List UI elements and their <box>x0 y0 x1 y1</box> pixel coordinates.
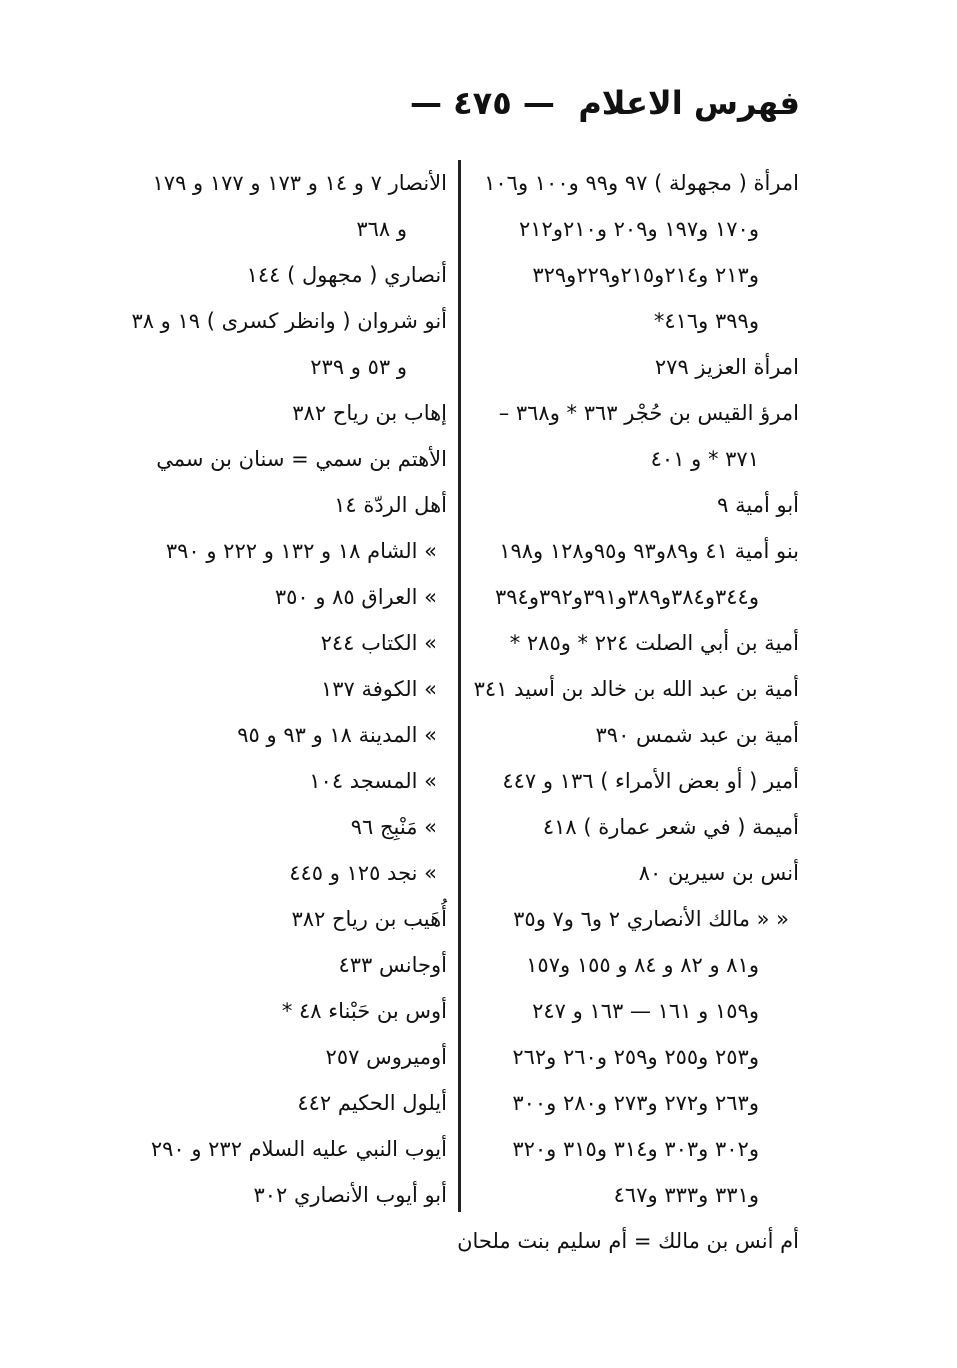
column-divider <box>458 160 461 1212</box>
index-entry-continuation: و ٣٦٨ <box>356 217 407 241</box>
index-entry: امرأة العزيز ٢٧٩ <box>654 355 799 379</box>
index-entry: أهل الردّة ١٤ <box>334 493 447 517</box>
index-entry: أوجانس ٤٣٣ <box>338 953 447 977</box>
index-entry: أنس بن سيرين ٨٠ <box>638 861 799 885</box>
index-entry: « « مالك الأنصاري ٢ و٦ و٧ و٣٥ <box>513 907 789 931</box>
page-header <box>110 84 800 134</box>
index-entry: بنو أمية ٤١ و٨٩و٩٣ و٩٥و١٢٨ و١٩٨ <box>499 539 799 563</box>
index-entry-continuation: و٣٣١ و٣٣٣ و٤٦٧ <box>613 1183 759 1207</box>
index-entry: » المدينة ١٨ و ٩٣ و ٩٥ <box>237 723 437 747</box>
index-entry: » العراق ٨٥ و ٣٥٠ <box>274 585 437 609</box>
index-entry: » المسجد ١٠٤ <box>309 769 437 793</box>
index-entry-continuation: و٣٤٤و٣٨٤و٣٨٩و٣٩١و٣٩٢و٣٩٤ <box>495 585 759 609</box>
index-entry-continuation: و٢٦٣ و٢٧٢ و٢٧٣ و٢٨٠ و٣٠٠ <box>512 1091 759 1115</box>
index-column-right <box>457 160 799 1264</box>
index-entry-continuation: و٢١٣ و٢١٤و٢١٥و٢٢٩و٣٢٩ <box>532 263 759 287</box>
index-entry: أوميروس ٢٥٧ <box>325 1045 447 1069</box>
index-entry-continuation: و٨١ و ٨٢ و ٨٤ و ١٥٥ و١٥٧ <box>526 953 759 977</box>
index-entry-continuation: و٣٩٩ و٤١٦* <box>653 309 759 333</box>
index-entry: أُهَيب بن رياح ٣٨٢ <box>291 907 447 931</box>
index-entry-continuation: ٣٧١ * و ٤٠١ <box>650 447 759 471</box>
index-entry: » مَنْبِج ٩٦ <box>350 815 437 839</box>
index-entry: إهاب بن رياح ٣٨٢ <box>292 401 447 425</box>
index-column-left <box>52 160 447 1218</box>
index-entry: أمية بن عبد الله بن خالد بن أسيد ٣٤١ <box>473 677 799 701</box>
index-entry: امرأة ( مجهولة ) ٩٧ و٩٩ و١٠٠ و١٠٦ <box>484 171 799 195</box>
page-title: فهرس الاعلام <box>578 84 800 122</box>
index-entry-continuation: و٢٥٣ و٢٥٥ و٢٥٩ و٢٦٠ و٢٦٢ <box>512 1045 759 1069</box>
index-entry: أيوب النبي عليه السلام ٢٣٢ و ٢٩٠ <box>150 1137 447 1161</box>
index-entry: أم أنس بن مالك = أم سليم بنت ملحان <box>457 1229 799 1253</box>
index-entry: الأنصار ٧ و ١٤ و ١٧٣ و ١٧٧ و ١٧٩ <box>152 171 447 195</box>
index-entry-continuation: و١٥٩ و ١٦١ — ١٦٣ و ٢٤٧ <box>532 999 759 1023</box>
index-entry-continuation: و١٧٠ و١٩٧ و٢٠٩ و٢١٠و٢١٢ <box>518 217 759 241</box>
index-entry-continuation: و ٥٣ و ٢٣٩ <box>310 355 407 379</box>
index-entry: أبو أيوب الأنصاري ٣٠٢ <box>253 1183 447 1207</box>
index-entry: أنصاري ( مجهول ) ١٤٤ <box>246 263 447 287</box>
page-number: — ٤٧٥ — <box>410 84 555 122</box>
index-entry: أمية بن أبي الصلت ٢٢٤ * و٢٨٥ * <box>509 631 799 655</box>
index-entry: » نجد ١٢٥ و ٤٤٥ <box>289 861 437 885</box>
index-entry: أمية بن عبد شمس ٣٩٠ <box>595 723 799 747</box>
index-entry: أمير ( أو بعض الأمراء ) ١٣٦ و ٤٤٧ <box>502 769 799 793</box>
index-entry: أميمة ( في شعر عمارة ) ٤١٨ <box>542 815 799 839</box>
index-entry: أيلول الحكيم ٤٤٢ <box>297 1091 447 1115</box>
index-entry: أنو شروان ( وانظر كسرى ) ١٩ و ٣٨ <box>131 309 447 333</box>
index-entry: الأهتم بن سمي = سنان بن سمي <box>156 447 447 471</box>
index-entry-continuation: و٣٠٢ و٣٠٣ و٣١٤ و٣١٥ و٣٢٠ <box>512 1137 759 1161</box>
index-entry: أبو أمية ٩ <box>717 493 799 517</box>
index-entry: » الشام ١٨ و ١٣٢ و ٢٢٢ و ٣٩٠ <box>165 539 437 563</box>
index-entry: » الكوفة ١٣٧ <box>320 677 437 701</box>
index-entry: أوس بن حَبْناء ٤٨ * <box>281 999 447 1023</box>
index-entry: امرؤ القيس بن حُجْر ٣٦٣ * و٣٦٨ – <box>498 401 799 425</box>
index-entry: » الكتاب ٢٤٤ <box>320 631 437 655</box>
